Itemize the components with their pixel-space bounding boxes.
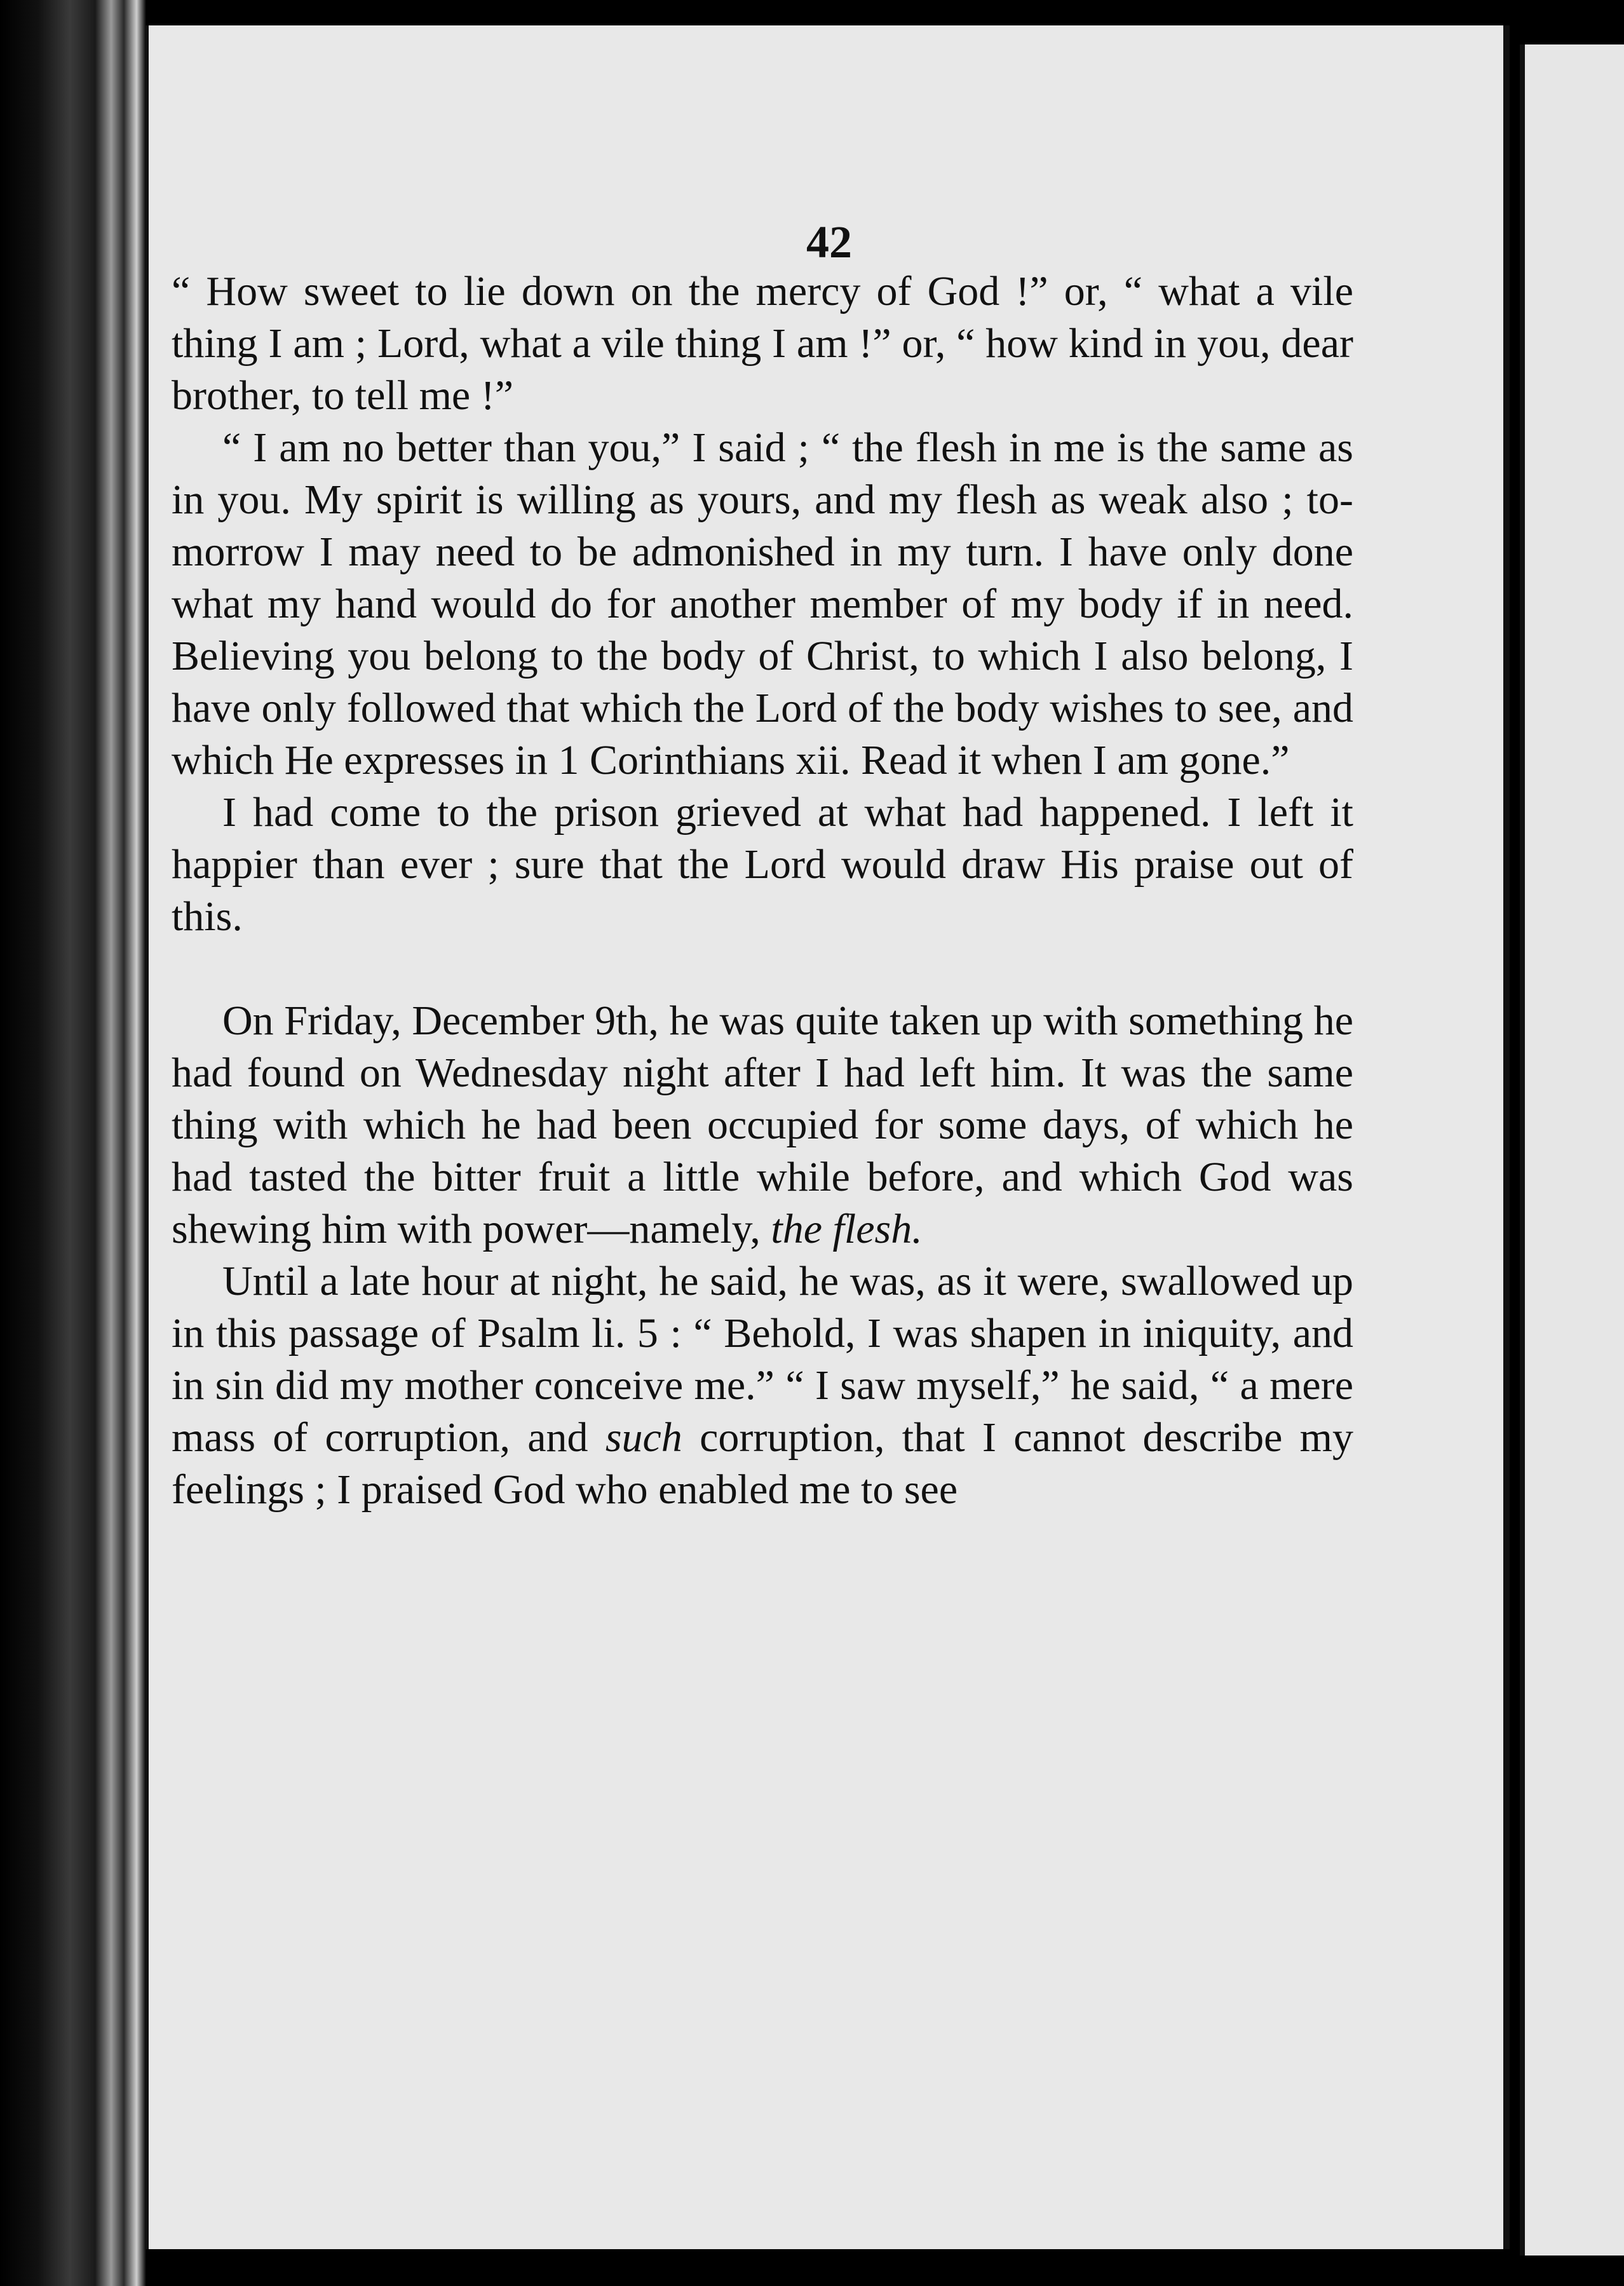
- paragraph-5-emphasis: such: [605, 1414, 682, 1461]
- page-text: [172, 266, 1353, 1516]
- paragraph-2: “ I am no better than you,” I said ; “ the flesh in me is the same as in you. My spirit is willing as yours, and my flesh as weak also ; to-morrow I may need to be admonished in my turn. I have only done what my hand would do for another member of my body if in need. Believing you belong to the body of Christ, to which I also belong, I have only followed that which the Lord of the body wishes to see, and which He expresses in 1 Corinthians xii. Read it when I am gone.”: [172, 424, 1353, 783]
- adjacent-page-edge: [1520, 44, 1624, 2256]
- page-number: 42: [806, 217, 852, 267]
- paragraph-4-emphasis: the flesh.: [771, 1206, 923, 1252]
- paragraph-4-text: On Friday, December 9th, he was quite taken up with something he had found on Wednesday night after I had left him. It was the same thing with which he had been occupied for some days, of which he had tasted the bitter fruit a little while before, and which God was shewing him with power—namely,: [172, 998, 1353, 1252]
- paragraph-5-text: Until a late hour at night, he said, he was, as it were, swallowed up in this passage of Psalm li. 5 : “ Behold, I was shapen in iniquity, and in sin did my mother conceive me.” “ I saw myself,” he said, “ a mere mass of corruption, and: [172, 1258, 1353, 1461]
- paragraph-5-text-after: corruption, that I cannot describe my feelings ; I praised God who enabled me to see: [172, 1414, 1354, 1513]
- paragraph-1: “ How sweet to lie down on the mercy of God !” or, “ what a vile thing I am ; Lord, what a vile thing I am !” or, “ how kind in you, dear brother, to tell me !”: [172, 268, 1353, 419]
- paragraph-5: [172, 1255, 1353, 1516]
- paragraph-4: [172, 995, 1353, 1255]
- book-binding: [0, 0, 146, 2286]
- paragraph-3: I had come to the prison grieved at what had happened. I left it happier than ever ; sure that the Lord would draw His praise out of this.: [172, 789, 1353, 940]
